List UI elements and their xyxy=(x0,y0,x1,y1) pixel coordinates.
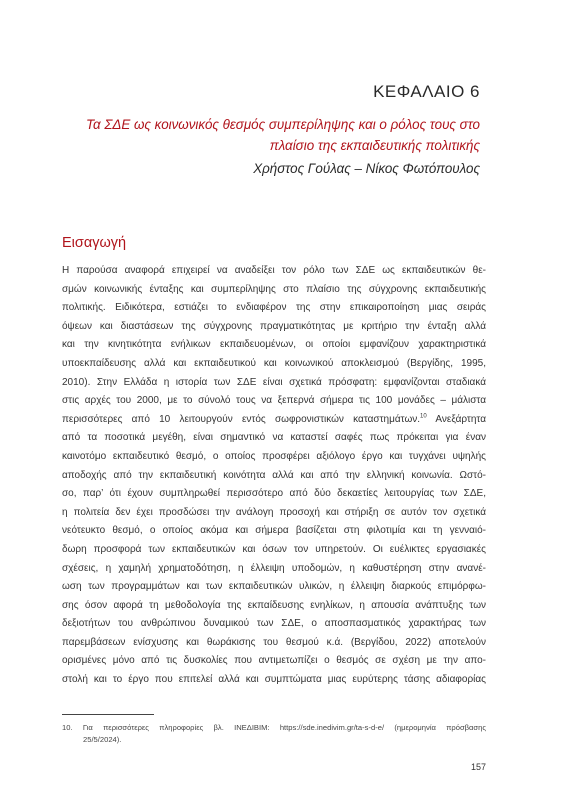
body-line: σχέσεις, η χαμηλή χρηματοδότηση, η έλλειψη υποδομών, η καθυστέρηση στην ανανέ- xyxy=(62,562,486,574)
body-paragraph xyxy=(62,262,486,690)
body-line: όψεων και διαστάσεων της σύγχρονης πραγματικότητας με κριτήριο την ένταξη αλλά xyxy=(62,320,486,332)
body-line: δεξιοτήτων του ανθρώπινου δυναμικού των ΣΔΕ, ο αποσπασματικός χαρακτήρας των xyxy=(62,618,486,630)
body-line: στις αρχές του 2000, με το σύνολό τους να ξεπερνά σήμερα τις 100 μονάδες – μάλιστα xyxy=(62,395,486,407)
chapter-authors: Χρήστος Γούλας – Νίκος Φωτόπουλος xyxy=(253,161,480,176)
footnote xyxy=(62,722,486,746)
footnote-reference[interactable]: 10 xyxy=(420,413,427,420)
body-line: πολιτικής. Ειδικότερα, εστιάζει το ενδιαφέρον της στην επικαιροποίηση μιας σειράς xyxy=(62,302,486,314)
body-line: καινοτόμο εκπαιδευτικό θεσμό, ο οποίος προσφέρει αξιόλογο έργο και τυγχάνει υψηλής xyxy=(62,450,486,462)
footnote-line: 25/5/2024). xyxy=(83,735,122,744)
footnote-line: 10. Για περισσότερες πληροφορίες βλ. ΙΝΕΔΙΒΙΜ: https://sde.inedivim.gr/ta-s-d-e/ (ημερομηνία πρόσβασης xyxy=(62,723,486,732)
footnote-divider xyxy=(62,714,154,715)
body-line: δωρη προσφορά των εκπαιδευτικών και όσων τον υπηρετούν. Οι ευέλικτες εργασιακές xyxy=(62,543,486,555)
chapter-header xyxy=(86,82,480,176)
body-line: παρεμβάσεων ενίσχυσης και θωράκισης του θεσμού κ.ά. (Βεργίδου, 2022) αποτελούν xyxy=(62,636,486,648)
body-line: σο, παρ’ ότι έχουν συμπληρωθεί περισσότερο από δύο δεκαετίες λειτουργίας των ΣΔΕ, xyxy=(62,488,486,500)
page-number: 157 xyxy=(470,762,486,772)
section-heading: Εισαγωγή xyxy=(62,235,127,251)
body-line: και την κινητικότητα ενήλικων εκπαιδευομένων, οι οποίοι εμφανίζουν χαρακτηριστικά xyxy=(62,339,486,351)
body-line-text: Ανεξάρτητα xyxy=(426,413,487,425)
body-line: σμών κοινωνικής ένταξης και συμπερίληψης στο πλαίσιο της σύγχρονης εκπαιδευτικής xyxy=(62,283,486,295)
chapter-title-line: Τα ΣΔΕ ως κοινωνικός θεσμός συμπερίληψης και ο ρόλος τους στο xyxy=(86,117,480,132)
body-line: στολή και το έργο που επιτελεί αλλά και συμπτώματα μιας ευρύτερης τάσης αδιαφορίας xyxy=(62,674,486,686)
chapter-title-line: πλαίσιο της εκπαιδευτικής πολιτικής xyxy=(269,138,480,153)
body-line: αποδοχής από την εκπαιδευτική κοινότητα αλλά και από την ελληνική κοινωνία. Ωστό- xyxy=(62,469,486,481)
body-line: νεότευκτο θεσμό, ο οποίος ακόμα και σήμερα βασίζεται στη φιλοτιμία και τη γενναιό- xyxy=(62,525,486,537)
chapter-label: ΚΕΦΑΛΑΙΟ 6 xyxy=(373,82,480,101)
body-line xyxy=(62,411,486,430)
body-line: από τα ποσοτικά μεγέθη, είναι σημαντικό να καταστεί σαφές πως πρόκειται για έναν xyxy=(62,432,486,444)
body-line: 2010). Στην Ελλάδα η ιστορία των ΣΔΕ είναι σχετικά πρόσφατη: εμφανίζονται σταδιακά xyxy=(62,376,486,388)
body-line: η πολιτεία δεν έχει προσδώσει την ανάλογη προσοχή και στήριξη σε αυτόν τον σχετικά xyxy=(62,506,486,518)
body-line-text: περισσότερες από 10 λειτουργούν εντός σωφρονιστικών καταστημάτων. xyxy=(62,413,421,425)
body-line: ορισμένες μόνο από τις δυσκολίες που αντιμετωπίζει ο θεσμός σε σχέση με την απο- xyxy=(62,655,486,667)
body-line: σης όσον αφορά τη μεθοδολογία της εκπαίδευσης ενηλίκων, η απουσία ανάπτυξης των xyxy=(62,599,486,611)
chapter-title xyxy=(86,114,480,156)
body-line: υποεκπαίδευσης αλλά και εκπαιδευτικού και κοινωνικού αποκλεισμού (Βεργίδης, 1995, xyxy=(62,357,486,369)
body-line: ωση των προγραμμάτων και των εκπαιδευτικών υλικών, η έλλειψη διαρκούς επιμόρφω- xyxy=(62,581,486,593)
body-line: Η παρούσα αναφορά επιχειρεί να αναδείξει τον ρόλο των ΣΔΕ ως εκπαιδευτικών θε- xyxy=(62,265,486,276)
